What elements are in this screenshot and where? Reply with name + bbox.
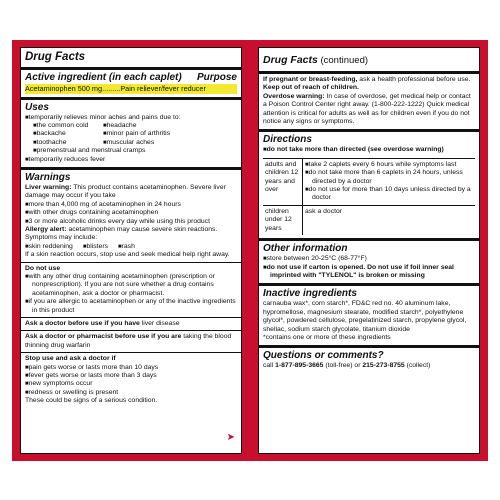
allergy-alert-text: acetaminophen may cause severe skin reactions. Symptoms may include:	[25, 225, 218, 242]
stop-use-heading: Stop use and ask a doctor if	[25, 355, 116, 363]
active-ingredient-heading: Active ingredient (in each caplet)	[25, 72, 182, 83]
stop-use-item: ■ redness or swelling is present	[25, 389, 237, 397]
pregnancy-text: ask a health professional before use.	[357, 76, 471, 83]
questions-heading: Questions or comments?	[263, 350, 384, 362]
call-prefix: call	[263, 362, 276, 370]
adults-label: adults and children 12 years and over	[263, 159, 303, 206]
drug-facts-continued-header	[259, 48, 479, 74]
keep-out-of-reach: Keep out of reach of children.	[263, 84, 359, 92]
phone-toll-free-note: (toll-free) or	[323, 362, 363, 370]
inactive-ingredients-section	[259, 286, 479, 348]
panel-title: Drug Facts	[263, 54, 318, 66]
directions-section	[259, 132, 479, 241]
liver-item: ■ more than 4,000 mg of acetaminophen in 24 hours	[25, 201, 237, 209]
do-not-use-item: ■ with any other drug containing acetaminophen (prescription or nonprescription). If you are not sure whether a drug contains acetaminophen, ask a doctor or pharmacist.	[25, 273, 237, 298]
stop-use-item: ■ pain gets worse or lasts more than 10 days	[25, 364, 237, 372]
panel-title: Drug Facts	[25, 51, 86, 63]
uses-heading: Uses	[25, 101, 49, 113]
drug-facts-header	[21, 48, 241, 70]
ask-pharmacist-text: taking the blood thinning drug warfarin	[25, 333, 232, 349]
do-not-use-heading: Do not use	[25, 264, 61, 272]
uses-section	[21, 100, 241, 170]
other-information-section	[259, 241, 479, 286]
allergy-alert	[25, 226, 237, 243]
allergy-item: ■ blisters	[83, 243, 108, 251]
uses-grid	[25, 122, 237, 147]
phone-collect: 215-273-8755	[362, 362, 405, 370]
phone-toll-free: 1-877-895-3665	[275, 362, 324, 370]
ask-doctor-label: Ask a doctor before use if you have	[25, 320, 140, 328]
allergy-item: ■ rash	[118, 243, 135, 251]
warnings-heading: Warnings	[25, 171, 71, 183]
active-header-row	[25, 72, 237, 84]
allergy-items	[25, 243, 237, 251]
uses-intro: ■ temporarily relieves minor aches and pains due to:	[25, 114, 237, 122]
adults-item: ■ do not take more than 6 caplets in 24 hours, unless directed by a doctor	[305, 169, 473, 186]
right-arrow-icon: ➤	[226, 432, 235, 443]
stop-use-item: ■ fever gets worse or lasts more than 3 days	[25, 372, 237, 380]
uses-item: ■ minor pain of arthritis	[103, 130, 237, 138]
allergy-after: If a skin reaction occurs, stop use and seek medical help right away.	[25, 251, 230, 259]
purpose-heading: Purpose	[196, 72, 237, 83]
children-instructions: ask a doctor	[305, 207, 343, 215]
ask-doctor-section	[21, 317, 241, 328]
panel-title-suffix: (continued)	[317, 55, 369, 66]
questions-section	[259, 348, 479, 373]
active-ingredient-section	[21, 70, 241, 100]
other-information-heading: Other information	[263, 243, 348, 255]
overdose-text: In case of overdose, get medical help or contact a Poison Control Center right away. (1-800-222-1222) Quick medical attention is critical for adults as well as for children even if you do not notice any signs or symptoms.	[263, 92, 471, 126]
uses-item: ■ headache	[103, 122, 237, 130]
drug-facts-right-panel	[258, 47, 480, 454]
uses-item: ■ muscular aches	[103, 139, 237, 147]
drug-facts-left-panel	[20, 47, 242, 454]
stop-use-section	[21, 352, 241, 405]
do-not-use-item: ■ if you are allergic to acetaminophen or any of the inactive ingredients in this product	[25, 298, 237, 315]
uses-last: ■ temporarily reduces fever	[25, 156, 237, 164]
directions-heading: Directions	[263, 134, 312, 146]
adults-item: ■ take 2 caplets every 6 hours while symptoms last	[305, 161, 473, 169]
uses-item: ■ premenstrual and menstrual cramps	[25, 147, 237, 155]
warnings-section	[21, 170, 241, 409]
uses-item: ■ the common cold	[33, 122, 103, 130]
directions-intro: ■ do not take more than directed (see overdose warning)	[263, 146, 475, 154]
adults-instructions	[303, 159, 475, 206]
stop-use-after: These could be signs of a serious condition.	[25, 397, 158, 405]
adults-item: ■ do not use for more than 10 days unless directed by a doctor	[305, 186, 473, 203]
liver-item: ■ with other drugs containing acetaminophen	[25, 209, 237, 217]
allergy-item: ■ skin reddening	[25, 243, 73, 251]
liver-warning	[25, 184, 237, 201]
overdose-label: Overdose warning:	[263, 92, 325, 100]
other-item: ■ store between 20-25°C (68-77°F)	[263, 255, 475, 263]
directions-table	[263, 158, 475, 235]
liver-item: ■ 3 or more alcoholic drinks every day while using this product	[25, 218, 237, 226]
uses-item: ■ toothache	[33, 139, 103, 147]
uses-item: ■ backache	[33, 130, 103, 138]
ask-pharmacist-label: Ask a doctor or pharmacist before use if you are	[25, 333, 182, 341]
inactive-ingredients-heading: Inactive ingredients	[263, 288, 357, 300]
pregnancy-section	[259, 74, 479, 132]
do-not-use-section	[21, 262, 241, 315]
active-ingredient-line: Acetaminophen 500 mg.........Pain reliever/fever reducer	[25, 84, 237, 94]
inactive-ingredients-text: carnauba wax*, corn starch*, FD&C red no. 40 aluminum lake, hypromellose, magnesium stearate, modified starch*, polyethylene glycol*, powdered cellulose, pregelatinized starch, propylene glycol, shellac, sodium starch glycolate, titanium dioxide	[263, 300, 467, 333]
ask-doctor-text: liver disease	[139, 320, 180, 328]
other-item: ■ do not use if carton is opened. Do not use if foil inner seal imprinted with "TYLENOL" is broken or missing	[263, 264, 475, 281]
liver-warning-text: This product contains acetaminophen. Severe liver damage may occur if you take	[25, 183, 226, 200]
stop-use-item: ■ new symptoms occur	[25, 380, 237, 388]
ask-pharmacist-section	[21, 330, 241, 350]
children-label: children under 12 years	[263, 206, 303, 235]
phone-collect-note: (collect)	[404, 362, 431, 370]
liver-warning-label: Liver warning:	[25, 183, 72, 191]
inactive-ingredients-note: *contains one or more of these ingredients	[263, 333, 391, 341]
allergy-alert-label: Allergy alert:	[25, 225, 67, 233]
pregnancy-label: If pregnant or breast-feeding,	[263, 76, 358, 83]
